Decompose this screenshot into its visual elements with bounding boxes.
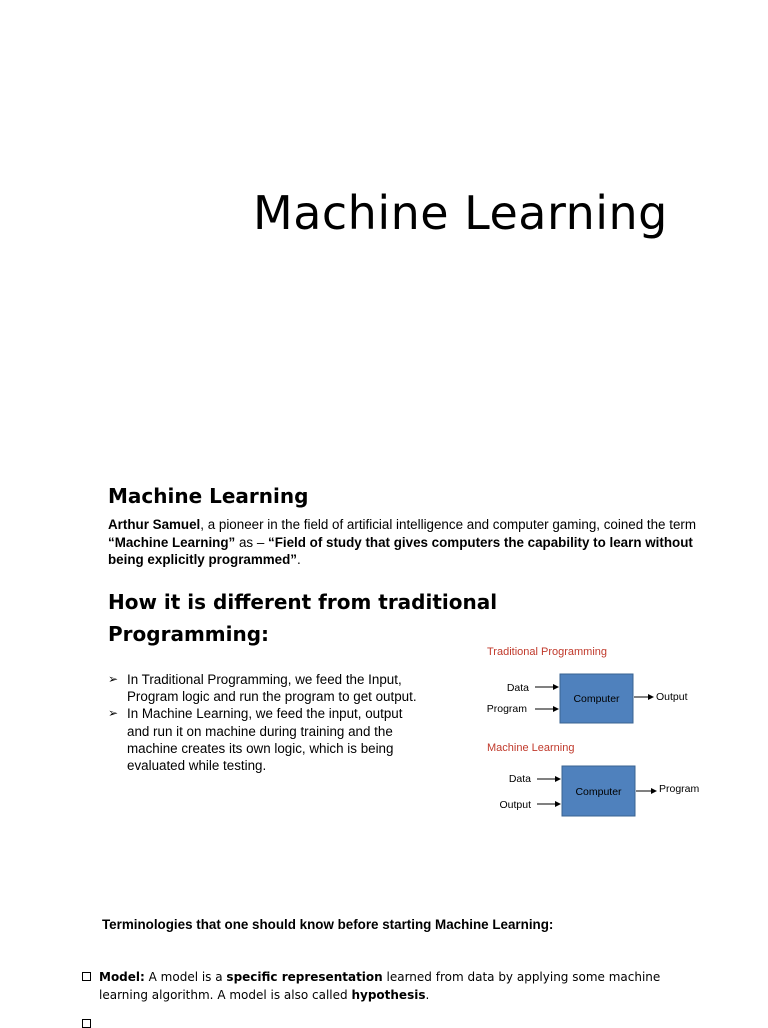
list-item <box>108 671 428 705</box>
intro-text-1: , a pioneer in the field of artificial intelligence and computer gaming, coined the term <box>200 517 697 532</box>
programming-diagram <box>478 638 718 828</box>
diagram-label-output: Output <box>656 691 688 703</box>
comparison-bullets <box>108 671 428 774</box>
section-heading: Machine Learning <box>108 484 309 508</box>
bullet-text: In Machine Learning, we feed the input, output and run it on machine during training and the machine creates its own logic, which is being evaluated while testing. <box>127 706 403 774</box>
model-text-1: A model is a <box>144 970 227 984</box>
term-text: “Machine Learning” <box>108 534 236 550</box>
diagram-label-data: Data <box>508 773 531 785</box>
model-text-3: . <box>425 987 430 1002</box>
model-definition-text <box>99 969 682 1004</box>
computer-box-label: Computer <box>575 786 622 798</box>
model-definition <box>82 969 682 1004</box>
intro-text-end: . <box>297 552 301 567</box>
diagram-title-ml: Machine Learning <box>487 742 575 754</box>
diagram-label-program: Program <box>659 783 700 795</box>
list-item <box>108 705 428 774</box>
page-title: Machine Learning <box>253 186 668 240</box>
definition-quote: “Field of study that gives computers the capability to learn without being explicitly programmed” <box>108 534 693 567</box>
model-text-2: learned from data by applying some machine learning algorithm. A model is also called <box>99 970 661 1002</box>
diagram-title-traditional: Traditional Programming <box>487 646 608 658</box>
arrow-bullet-icon: ➢ <box>108 672 119 686</box>
bullet-text: In Traditional Programming, we feed the Input, Program logic and run the program to get output. <box>127 672 417 705</box>
model-label: Model: <box>99 970 145 984</box>
diagram-label-data: Data <box>506 682 529 694</box>
model-bold-2: hypothesis <box>351 987 426 1002</box>
intro-paragraph <box>108 516 698 569</box>
model-bold-1: specific representation <box>226 970 383 984</box>
diagram-label-output: Output <box>499 799 531 811</box>
checkbox-bullet-icon <box>82 972 91 981</box>
terminologies-heading: Terminologies that one should know before starting Machine Learning: <box>102 917 554 932</box>
author-name: Arthur Samuel <box>108 517 201 532</box>
computer-box-label: Computer <box>573 693 620 705</box>
arrow-bullet-icon: ➢ <box>108 706 119 721</box>
comparison-heading <box>108 586 497 650</box>
comparison-heading-line2: Programming: <box>108 622 270 646</box>
comparison-heading-line1: How it is different from traditional <box>108 590 498 614</box>
intro-text-2: as – <box>235 534 268 550</box>
diagram-label-program: Program <box>486 703 527 715</box>
